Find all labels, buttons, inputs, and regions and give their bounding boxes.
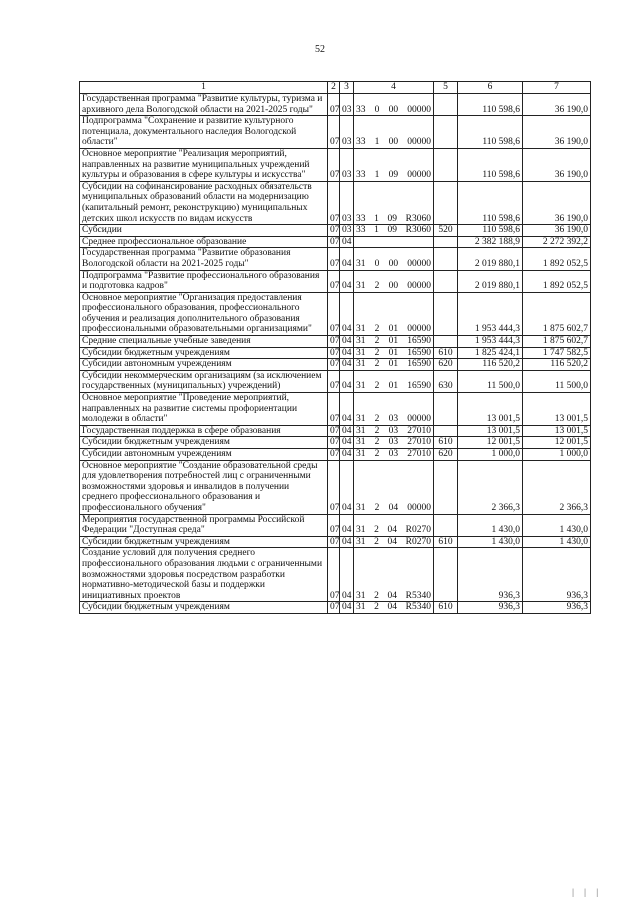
row-name-cell: Средние специальные учебные заведения bbox=[80, 336, 328, 348]
amount-2022-cell: 2 272 392,2 bbox=[523, 236, 591, 248]
section-code-cell: 07 bbox=[328, 359, 340, 371]
target-article-cell bbox=[354, 359, 434, 371]
amount-2022-cell: 36 190,0 bbox=[523, 116, 591, 149]
section-code-cell: 07 bbox=[328, 536, 340, 548]
amount-2021-cell: 116 520,2 bbox=[458, 359, 523, 371]
row-name-cell: Основное мероприятие "Создание образовательной среды для удовлетворения потребностей лиц с ограниченными возможностями здоровья и инвалидов в получении среднего профессионального образования и профессионального обучения" bbox=[80, 460, 328, 514]
section-code-cell: 07 bbox=[328, 449, 340, 461]
row-name-cell: Среднее профессиональное образование bbox=[80, 236, 328, 248]
page-number: 52 bbox=[315, 44, 325, 55]
expense-type-cell: 630 bbox=[434, 370, 458, 392]
expense-type-cell bbox=[434, 393, 458, 426]
target-article-part: 00 bbox=[388, 281, 399, 292]
target-article-part: 03 bbox=[388, 425, 399, 436]
amount-2021-cell: 110 598,6 bbox=[458, 181, 523, 224]
table-header-row bbox=[80, 82, 591, 94]
table-row bbox=[80, 514, 591, 536]
amount-2022-cell: 36 190,0 bbox=[523, 94, 591, 116]
target-article-part: 04 bbox=[387, 536, 397, 547]
subsection-code-cell: 04 bbox=[340, 292, 354, 335]
expense-type-cell bbox=[434, 181, 458, 224]
target-article-cell bbox=[354, 181, 434, 224]
expense-type-cell: 610 bbox=[434, 602, 458, 614]
target-article-cell bbox=[354, 248, 434, 270]
amount-2022-cell: 1 892 052,5 bbox=[523, 248, 591, 270]
target-article-part: 31 bbox=[356, 425, 366, 436]
target-article-part: 2 bbox=[374, 502, 380, 513]
section-code-cell: 07 bbox=[328, 602, 340, 614]
target-article-part: 04 bbox=[387, 590, 397, 601]
target-article-part: 31 bbox=[356, 449, 366, 459]
budget-table bbox=[79, 81, 591, 614]
expense-type-cell bbox=[434, 116, 458, 149]
amount-2021-cell: 1 000,0 bbox=[458, 449, 523, 461]
target-article-part: R0270 bbox=[405, 536, 431, 547]
subsection-code-cell: 03 bbox=[340, 116, 354, 149]
row-name-cell: Субсидии автономным учреждениям bbox=[80, 449, 328, 461]
row-name-cell: Мероприятия государственной программы Российской Федерации "Доступная среда" bbox=[80, 514, 328, 536]
subsection-code-cell: 04 bbox=[340, 449, 354, 461]
header-cell: 3 bbox=[340, 82, 354, 94]
target-article-part: 2 bbox=[374, 425, 380, 436]
header-cell: 5 bbox=[434, 82, 458, 94]
target-article-cell bbox=[354, 236, 434, 248]
target-article-cell bbox=[354, 548, 434, 602]
target-article-part: 2 bbox=[374, 536, 379, 547]
target-article-part: 00000 bbox=[407, 502, 431, 513]
target-article-part: 1 bbox=[374, 137, 380, 148]
subsection-code-cell: 03 bbox=[340, 225, 354, 237]
target-article-part: 00000 bbox=[407, 258, 431, 269]
subsection-code-cell: 04 bbox=[340, 548, 354, 602]
table-row bbox=[80, 359, 591, 371]
row-name-cell: Основное мероприятие "Реализация мероприятий, направленных на развитие муниципальных учреждений культуры и образования в сфере культуры и искусства" bbox=[80, 148, 328, 181]
table-row bbox=[80, 116, 591, 149]
amount-2021-cell: 13 001,5 bbox=[458, 425, 523, 437]
table-row bbox=[80, 437, 591, 449]
subsection-code-cell: 03 bbox=[340, 94, 354, 116]
target-article-cell bbox=[354, 425, 434, 437]
amount-2021-cell: 11 500,0 bbox=[458, 370, 523, 392]
target-article-part: 31 bbox=[356, 359, 366, 370]
target-article-part: 04 bbox=[387, 525, 397, 536]
row-name-cell: Основное мероприятие "Организация предоставления профессионального образования, профессионального обучения и реализация дополнительного образования профессиональными образовательными организациями" bbox=[80, 292, 328, 335]
section-code-cell: 07 bbox=[328, 514, 340, 536]
target-article-part: 31 bbox=[356, 602, 366, 613]
expense-type-cell bbox=[434, 270, 458, 292]
subsection-code-cell: 04 bbox=[340, 460, 354, 514]
target-article-part: 01 bbox=[388, 359, 399, 370]
target-article-part: 03 bbox=[388, 449, 399, 459]
target-article-part: 1 bbox=[374, 213, 379, 224]
header-cell: 7 bbox=[523, 82, 591, 94]
target-article-part: 16590 bbox=[407, 381, 431, 392]
target-article-cell bbox=[354, 393, 434, 426]
table-row bbox=[80, 449, 591, 461]
amount-2021-cell: 2 382 188,9 bbox=[458, 236, 523, 248]
target-article-part: 2 bbox=[374, 347, 380, 358]
section-code-cell: 07 bbox=[328, 148, 340, 181]
target-article-part: 16590 bbox=[407, 347, 431, 358]
row-name-cell: Подпрограмма "Сохранение и развитие культурного потенциала, документального наследия Вологодской области" bbox=[80, 116, 328, 149]
row-name-cell: Субсидии бюджетным учреждениям bbox=[80, 437, 328, 449]
target-article-part: 00000 bbox=[407, 137, 431, 148]
amount-2021-cell: 2 019 880,1 bbox=[458, 270, 523, 292]
subsection-code-cell: 03 bbox=[340, 181, 354, 224]
row-name-cell: Создание условий для получения среднего профессионального образования людьми с ограниченными возможностями здоровья посредством разработки нормативно-методической базы и поддержки инициативных проектов bbox=[80, 548, 328, 602]
expense-type-cell bbox=[434, 148, 458, 181]
target-article-part: R0270 bbox=[405, 525, 431, 536]
amount-2021-cell: 1 953 444,3 bbox=[458, 292, 523, 335]
target-article-part: 09 bbox=[387, 213, 397, 224]
amount-2021-cell: 110 598,6 bbox=[458, 116, 523, 149]
target-article-part: 00000 bbox=[407, 281, 431, 292]
target-article-part: 00000 bbox=[407, 324, 431, 335]
amount-2022-cell: 1 430,0 bbox=[523, 514, 591, 536]
expense-type-cell bbox=[434, 94, 458, 116]
amount-2022-cell: 936,3 bbox=[523, 602, 591, 614]
section-code-cell: 07 bbox=[328, 425, 340, 437]
target-article-cell bbox=[354, 602, 434, 614]
table-row bbox=[80, 148, 591, 181]
target-article-part: 04 bbox=[387, 602, 397, 613]
amount-2022-cell: 36 190,0 bbox=[523, 181, 591, 224]
target-article-part: 2 bbox=[374, 449, 380, 459]
row-name-cell: Субсидии бюджетным учреждениям bbox=[80, 602, 328, 614]
expense-type-cell bbox=[434, 460, 458, 514]
subsection-code-cell: 04 bbox=[340, 425, 354, 437]
target-article-part: 2 bbox=[374, 381, 380, 392]
amount-2022-cell: 936,3 bbox=[523, 548, 591, 602]
amount-2021-cell: 12 001,5 bbox=[458, 437, 523, 449]
target-article-part: 2 bbox=[374, 414, 380, 425]
amount-2022-cell: 1 875 602,7 bbox=[523, 336, 591, 348]
subsection-code-cell: 04 bbox=[340, 336, 354, 348]
amount-2021-cell: 110 598,6 bbox=[458, 94, 523, 116]
row-name-cell: Субсидии bbox=[80, 225, 328, 237]
target-article-part: 33 bbox=[356, 213, 366, 224]
amount-2021-cell: 1 825 424,1 bbox=[458, 347, 523, 359]
target-article-part: 09 bbox=[388, 170, 399, 181]
expense-type-cell: 610 bbox=[434, 437, 458, 449]
target-article-cell bbox=[354, 336, 434, 348]
target-article-part: 16590 bbox=[407, 336, 431, 347]
section-code-cell: 07 bbox=[328, 225, 340, 237]
row-name-cell: Субсидии некоммерческим организациям (за исключением государственных (муниципальных) учреждений) bbox=[80, 370, 328, 392]
target-article-part: 33 bbox=[356, 170, 366, 181]
row-name-cell: Государственная программа "Развитие культуры, туризма и архивного дела Вологодской области на 2021-2025 годы" bbox=[80, 94, 328, 116]
subsection-code-cell: 04 bbox=[340, 248, 354, 270]
target-article-part: 31 bbox=[356, 381, 366, 392]
header-cell: 4 bbox=[354, 82, 434, 94]
expense-type-cell bbox=[434, 425, 458, 437]
target-article-part: 27010 bbox=[407, 449, 431, 459]
target-article-part: 00 bbox=[388, 137, 399, 148]
section-code-cell: 07 bbox=[328, 248, 340, 270]
expense-type-cell: 620 bbox=[434, 449, 458, 461]
subsection-code-cell: 04 bbox=[340, 536, 354, 548]
expense-type-cell bbox=[434, 248, 458, 270]
section-code-cell: 07 bbox=[328, 116, 340, 149]
table-row bbox=[80, 248, 591, 270]
target-article-part: 31 bbox=[356, 258, 366, 269]
subsection-code-cell: 04 bbox=[340, 393, 354, 426]
target-article-part: 31 bbox=[356, 525, 366, 536]
amount-2022-cell: 11 500,0 bbox=[523, 370, 591, 392]
target-article-part: 16590 bbox=[407, 359, 431, 370]
subsection-code-cell: 04 bbox=[340, 370, 354, 392]
row-name-cell: Основное мероприятие "Проведение мероприятий, направленных на развитие системы профориентации молодежи в области" bbox=[80, 393, 328, 426]
target-article-part: 2 bbox=[374, 525, 379, 536]
amount-2021-cell: 1 430,0 bbox=[458, 514, 523, 536]
target-article-part: 03 bbox=[388, 437, 399, 448]
target-article-part: 33 bbox=[356, 225, 366, 236]
subsection-code-cell: 04 bbox=[340, 359, 354, 371]
amount-2022-cell: 12 001,5 bbox=[523, 437, 591, 449]
table-row bbox=[80, 181, 591, 224]
row-name-cell: Субсидии бюджетным учреждениям bbox=[80, 536, 328, 548]
row-name-cell: Государственная программа "Развитие образования Вологодской области на 2021-2025 годы" bbox=[80, 248, 328, 270]
section-code-cell: 07 bbox=[328, 181, 340, 224]
target-article-cell bbox=[354, 225, 434, 237]
target-article-part: R3060 bbox=[405, 213, 431, 224]
table-row bbox=[80, 336, 591, 348]
target-article-part: 2 bbox=[374, 437, 380, 448]
footer-mark: | | | bbox=[572, 887, 602, 897]
table-row bbox=[80, 393, 591, 426]
target-article-cell bbox=[354, 449, 434, 461]
target-article-cell bbox=[354, 94, 434, 116]
table-row bbox=[80, 236, 591, 248]
target-article-part: 00 bbox=[388, 104, 399, 115]
subsection-code-cell: 04 bbox=[340, 347, 354, 359]
amount-2021-cell: 13 001,5 bbox=[458, 393, 523, 426]
target-article-part: 2 bbox=[374, 324, 380, 335]
table-row bbox=[80, 292, 591, 335]
target-article-part: 03 bbox=[388, 414, 399, 425]
amount-2021-cell: 2 366,3 bbox=[458, 460, 523, 514]
target-article-part: 1 bbox=[374, 170, 380, 181]
target-article-part: 0 bbox=[374, 104, 380, 115]
amount-2022-cell: 13 001,5 bbox=[523, 425, 591, 437]
header-cell: 6 bbox=[458, 82, 523, 94]
target-article-part: 01 bbox=[388, 324, 399, 335]
table-row bbox=[80, 602, 591, 614]
target-article-part: 31 bbox=[356, 437, 366, 448]
target-article-part: 01 bbox=[388, 381, 399, 392]
row-name-cell: Субсидии на софинансирование расходных обязательств муниципальных образований области на модернизацию (капитальный ремонт, реконструкцию) муниципальных детских школ искусств по видам искусств bbox=[80, 181, 328, 224]
target-article-cell bbox=[354, 270, 434, 292]
target-article-cell bbox=[354, 460, 434, 514]
amount-2021-cell: 1 430,0 bbox=[458, 536, 523, 548]
amount-2021-cell: 936,3 bbox=[458, 548, 523, 602]
row-name-cell: Подпрограмма "Развитие профессионального образования и подготовка кадров" bbox=[80, 270, 328, 292]
subsection-code-cell: 04 bbox=[340, 437, 354, 449]
amount-2022-cell: 2 366,3 bbox=[523, 460, 591, 514]
amount-2021-cell: 936,3 bbox=[458, 602, 523, 614]
target-article-cell bbox=[354, 370, 434, 392]
amount-2021-cell: 110 598,6 bbox=[458, 148, 523, 181]
target-article-part: 04 bbox=[388, 502, 399, 513]
amount-2022-cell: 36 190,0 bbox=[523, 148, 591, 181]
target-article-part: R5340 bbox=[405, 590, 431, 601]
target-article-part: 00 bbox=[388, 258, 399, 269]
amount-2022-cell: 1 000,0 bbox=[523, 449, 591, 461]
amount-2022-cell: 116 520,2 bbox=[523, 359, 591, 371]
target-article-part: 2 bbox=[374, 602, 379, 613]
row-name-cell: Субсидии бюджетным учреждениям bbox=[80, 347, 328, 359]
expense-type-cell bbox=[434, 292, 458, 335]
table-row bbox=[80, 225, 591, 237]
header-cell: 2 bbox=[328, 82, 340, 94]
table-row bbox=[80, 94, 591, 116]
target-article-part: 33 bbox=[356, 104, 366, 115]
section-code-cell: 07 bbox=[328, 460, 340, 514]
section-code-cell: 07 bbox=[328, 236, 340, 248]
target-article-part: 31 bbox=[356, 347, 366, 358]
amount-2022-cell: 1 430,0 bbox=[523, 536, 591, 548]
target-article-cell bbox=[354, 116, 434, 149]
target-article-cell bbox=[354, 536, 434, 548]
target-article-part: R3060 bbox=[405, 225, 431, 236]
target-article-part: 27010 bbox=[407, 437, 431, 448]
expense-type-cell: 620 bbox=[434, 359, 458, 371]
target-article-part: 2 bbox=[374, 281, 380, 292]
section-code-cell: 07 bbox=[328, 437, 340, 449]
header-cell: 1 bbox=[80, 82, 328, 94]
amount-2022-cell: 1 875 602,7 bbox=[523, 292, 591, 335]
target-article-cell bbox=[354, 437, 434, 449]
amount-2022-cell: 13 001,5 bbox=[523, 393, 591, 426]
expense-type-cell bbox=[434, 336, 458, 348]
table-row bbox=[80, 270, 591, 292]
table-row bbox=[80, 548, 591, 602]
target-article-part: 33 bbox=[356, 137, 366, 148]
target-article-part: 27010 bbox=[407, 425, 431, 436]
target-article-cell bbox=[354, 148, 434, 181]
subsection-code-cell: 04 bbox=[340, 236, 354, 248]
expense-type-cell: 610 bbox=[434, 347, 458, 359]
target-article-part: 01 bbox=[388, 336, 399, 347]
table-row bbox=[80, 460, 591, 514]
target-article-cell bbox=[354, 292, 434, 335]
target-article-part: 2 bbox=[374, 336, 380, 347]
subsection-code-cell: 04 bbox=[340, 514, 354, 536]
amount-2022-cell: 1 747 582,5 bbox=[523, 347, 591, 359]
target-article-part: 31 bbox=[356, 336, 366, 347]
amount-2021-cell: 1 953 444,3 bbox=[458, 336, 523, 348]
target-article-part: 00000 bbox=[407, 414, 431, 425]
target-article-part: 09 bbox=[387, 225, 397, 236]
expense-type-cell bbox=[434, 548, 458, 602]
subsection-code-cell: 03 bbox=[340, 148, 354, 181]
section-code-cell: 07 bbox=[328, 347, 340, 359]
target-article-part: 01 bbox=[388, 347, 399, 358]
target-article-part: 00000 bbox=[407, 104, 431, 115]
amount-2022-cell: 36 190,0 bbox=[523, 225, 591, 237]
expense-type-cell bbox=[434, 514, 458, 536]
target-article-part: 1 bbox=[374, 225, 379, 236]
target-article-part: 31 bbox=[356, 536, 366, 547]
section-code-cell: 07 bbox=[328, 393, 340, 426]
target-article-part: 0 bbox=[374, 258, 380, 269]
target-article-part: 2 bbox=[374, 359, 380, 370]
target-article-part: 31 bbox=[356, 281, 366, 292]
section-code-cell: 07 bbox=[328, 94, 340, 116]
section-code-cell: 07 bbox=[328, 292, 340, 335]
expense-type-cell bbox=[434, 236, 458, 248]
target-article-part: 2 bbox=[374, 590, 379, 601]
target-article-part: 31 bbox=[356, 590, 366, 601]
row-name-cell: Субсидии автономным учреждениям bbox=[80, 359, 328, 371]
expense-type-cell: 610 bbox=[434, 536, 458, 548]
section-code-cell: 07 bbox=[328, 370, 340, 392]
target-article-part: 00000 bbox=[407, 170, 431, 181]
table-row bbox=[80, 536, 591, 548]
section-code-cell: 07 bbox=[328, 548, 340, 602]
expense-type-cell: 520 bbox=[434, 225, 458, 237]
section-code-cell: 07 bbox=[328, 336, 340, 348]
target-article-cell bbox=[354, 514, 434, 536]
target-article-part: R5340 bbox=[405, 602, 431, 613]
table-row bbox=[80, 370, 591, 392]
amount-2022-cell: 1 892 052,5 bbox=[523, 270, 591, 292]
table-row bbox=[80, 347, 591, 359]
target-article-cell bbox=[354, 347, 434, 359]
section-code-cell: 07 bbox=[328, 270, 340, 292]
subsection-code-cell: 04 bbox=[340, 270, 354, 292]
amount-2021-cell: 110 598,6 bbox=[458, 225, 523, 237]
target-article-part: 31 bbox=[356, 502, 366, 513]
table-row bbox=[80, 425, 591, 437]
subsection-code-cell: 04 bbox=[340, 602, 354, 614]
target-article-part: 31 bbox=[356, 414, 366, 425]
row-name-cell: Государственная поддержка в сфере образования bbox=[80, 425, 328, 437]
amount-2021-cell: 2 019 880,1 bbox=[458, 248, 523, 270]
target-article-part: 31 bbox=[356, 324, 366, 335]
